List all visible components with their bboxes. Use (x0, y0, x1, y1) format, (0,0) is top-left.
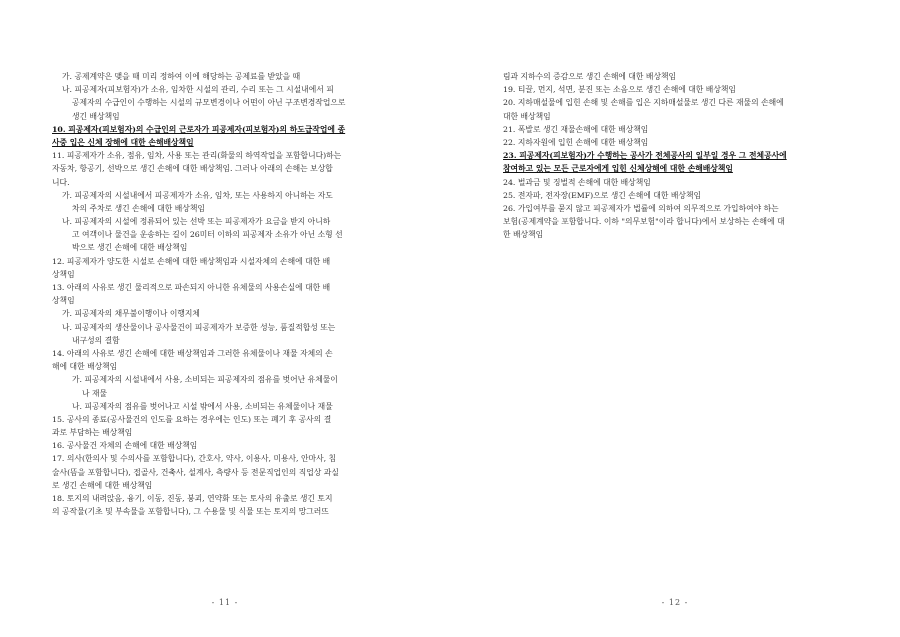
text-line: 차의 주차로 생긴 손해에 대한 배상책임 (72, 203, 205, 213)
text-line: 18. 토지의 내려앉음, 융기, 이동, 진동, 붕괴, 연약화 또는 토사의 유출로 생긴 토지 (52, 494, 333, 503)
text-line: 25. 전자파, 전자장(EMF)으로 생긴 손해에 대한 배상책임 (503, 190, 702, 200)
text-line: 나. 피공제자의 생산물이나 공사물건이 피공제자가 보증한 성능, 품질적합성 또는 (62, 322, 336, 332)
text-line: 고 여객이나 물건을 운송하는 길이 26미터 이하의 피공제자 소유가 아닌 소형 선 (72, 230, 343, 240)
text-line: 15. 공사의 종료(공사물건의 인도를 요하는 경우에는 인도) 또는 폐기 후 공사의 결 (52, 414, 332, 424)
text-line: 대한 배상책임 (503, 111, 551, 121)
text-line: 상책임 (52, 269, 75, 279)
page-number-12: - 12 - (661, 598, 689, 607)
text-line: 20. 지하매설물에 입힌 손해 및 손해를 입은 지하매설물로 생긴 다른 재물의 손해에 (503, 98, 784, 108)
text-line: 11. 피공제자가 소유, 점유, 임차, 사용 또는 관리(화물의 하역작업을 포함합니다)하는 (52, 151, 342, 161)
text-line: 21. 폭발로 생긴 재물손해에 대한 배상책임 (503, 124, 649, 134)
text-line: 공제자의 수급인이 수행하는 시설의 규모변경이나 어떤이 아닌 구조변경작업으로 (72, 98, 346, 108)
text-line: 자동차, 항공기, 선박으로 생긴 손해에 대한 배상책임. 그러나 아래의 손해는 보상합 (52, 164, 333, 174)
text-line: 니다. (52, 177, 70, 187)
text-line: 과로 부담하는 배상책임 (52, 428, 133, 438)
text-line: 박으로 생긴 손해에 대한 배상책임 (72, 243, 188, 253)
emphasized-text-line: 사중 입은 신체 장해에 대한 손해배상책임 (52, 137, 194, 147)
text-line: 가. 피공제자의 채무불이행이나 이행지체 (62, 309, 200, 319)
text-line: 상책임 (52, 296, 75, 306)
page-12 (450, 0, 900, 637)
page-number-11: - 11 - (211, 598, 239, 607)
text-line: 가. 공제계약은 맺을 때 미리 정하여 이에 해당하는 공제료를 받았을 때 (62, 72, 301, 81)
emphasized-text-line: 10. 피공제자(피보험자)의 수급인의 근로자가 피공제자(피보험자)의 하도급작업에 종 (52, 124, 346, 134)
text-line: 술사(뜸을 포함합니다), 접골사, 건축사, 설계사, 측량사 등 전문직업인의 직업상 과실 (52, 467, 339, 477)
text-line: 해에 대한 배상책임 (52, 362, 118, 372)
text-line: 19. 티끌, 먼지, 석면, 분진 또는 소음으로 생긴 손해에 대한 배상책임 (503, 85, 736, 95)
page-12-text (503, 70, 859, 241)
page-11-text (52, 70, 412, 518)
text-line: 나. 피공제자의 점유를 벗어나고 시설 밖에서 사용, 소비되는 유체물이나 재물 (72, 401, 333, 411)
emphasized-text-line: 참여하고 있는 모든 근로자에게 입힌 신체상해에 대한 손해배상책임 (503, 164, 733, 174)
text-line: 13. 아래의 사유로 생긴 물리적으로 파손되지 아니한 유체물의 사용손실에 대한 배 (52, 283, 331, 292)
text-line: 의 공작물(기초 및 부속물을 포함합니다), 그 수용물 및 식물 또는 토지의 망그러뜨 (52, 507, 329, 517)
text-line: 24. 벌과금 및 징벌적 손해에 대한 배상책임 (503, 177, 651, 187)
text-line: 나 재물 (82, 388, 108, 398)
text-line: 16. 공사물건 자체의 손해에 대한 배상책임 (52, 441, 198, 451)
text-line: 내구성의 결함 (72, 335, 120, 345)
text-line: 가. 피공제자의 시설내에서 사용, 소비되는 피공제자의 점유를 벗어난 유체물이 (72, 375, 338, 385)
text-line: 12. 피공제자가 양도한 시설로 손해에 대한 배상책임과 시설자체의 손해에 대한 배 (52, 256, 331, 266)
text-line: 17. 의사(한의사 및 수의사를 포함합니다), 간호사, 약사, 이용사, 미용사, 안마사, 침 (52, 454, 337, 464)
text-line: 26. 가입여부를 묻지 않고 피공제자가 법률에 의하여 의무적으로 가입하여야 하는 (503, 203, 779, 213)
text-line: 생긴 배상책임 (72, 111, 120, 121)
text-line: 나. 피공제자의 시설에 정류되어 있는 선박 또는 피공제자가 요금을 받지 아니하 (62, 217, 331, 227)
emphasized-text-line: 23. 피공제자(피보험자)가 수행하는 공사가 전체공사의 일부일 경우 그 전체공사에 (503, 151, 787, 161)
text-line: 보험(공제계약을 포함합니다. 이하 "의무보험"이라 합니다)에서 보상하는 손해에 대 (503, 217, 785, 227)
text-line: 림과 지하수의 증감으로 생긴 손해에 대한 배상책임 (503, 72, 677, 81)
text-line: 가. 피공제자의 시설내에서 피공제자가 소유, 임차, 또는 사용하지 아니하는 자도 (62, 190, 333, 200)
text-line: 나. 피공제자(피보험자)가 소유, 임차한 시설의 관리, 수리 또는 그 시설내에서 피 (62, 85, 334, 95)
text-line: 로 생긴 손해에 대한 배상책임 (52, 480, 153, 490)
text-line: 22. 지하자원에 입힌 손해에 대한 배상책임 (503, 137, 649, 147)
text-line: 14. 아래의 사유로 생긴 손해에 대한 배상책임과 그러한 유체물이나 재물 자체의 손 (52, 348, 333, 358)
text-line: 한 배상책임 (503, 230, 544, 240)
